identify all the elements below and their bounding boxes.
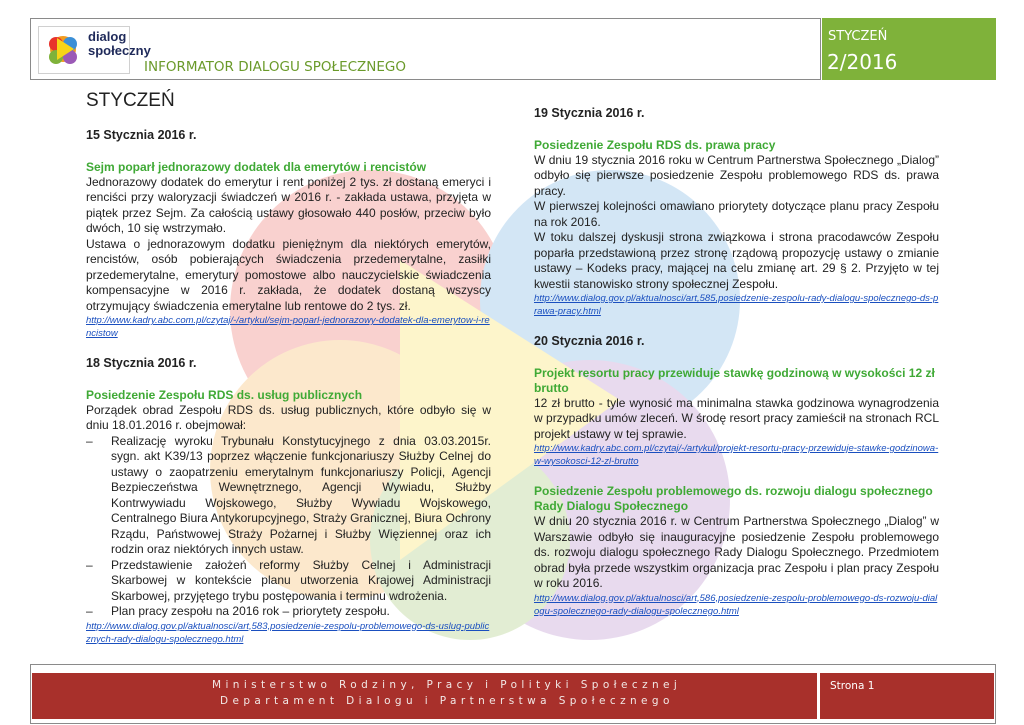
- section-paragraph: W toku dalszej dyskusji strona związkowa i strona pracodawców Zespołu poparła przedstawioną przez stronę rządową propozycję ustawy o zmianie ustawy – Kodeks pracy, mającej na celu zmianę art. 29 § 2. Przyjęto w tej kwestii stanowisko strony społecznej Zespołu.: [534, 230, 939, 291]
- logo-text-line1: dialog: [88, 29, 127, 44]
- section-subtitle: Sejm poparł jednorazowy dodatek dla emerytów i rencistów: [86, 159, 427, 174]
- section-subtitle: Posiedzenie Zespołu problemowego ds. rozwoju dialogu społecznego Rady Dialogu Społecznego: [534, 484, 933, 513]
- newsletter-title: INFORMATOR DIALOGU SPOŁECZNEGO: [144, 59, 406, 75]
- list-item: [86, 604, 491, 620]
- section-paragraph: Ustawa o jednorazowym dodatku pieniężnym dla niektórych emerytów, rencistów, osób pobierających świadczenia przedemerytalne, zasiłki przedemerytalne, emerytury pomostowe albo nauczycielskie świadczenia kompensacyjne w 2016 r. zakłada, że dodatek dostaną wszyscy otrzymujący świadczenia emerytalne lub rentowe do 2 tys. zł.: [86, 236, 491, 313]
- source-link[interactable]: http://www.dialog.gov.pl/aktualnosci/art,585,posiedzenie-zespolu-rady-dialogu-spolecznego-ds-prawa-pracy.html: [534, 293, 939, 317]
- footer-ministry-name: Ministerstwo Rodziny, Pracy i Polityki Społecznej: [212, 679, 682, 691]
- section-paragraph: W dniu 20 stycznia 2016 r. w Centrum Partnerstwa Społecznego „Dialog” w Warszawie odbyło się inauguracyjne posiedzenie Zespołu problemowego ds. rozwoju dialogu społecznego Rady Dialogu Społecznego. Przedmiotem obrad była przede wszystkim organizacja prac Zespołu i plan pracy Zespołu w roku 2016.: [534, 514, 939, 590]
- section-subtitle: Posiedzenie Zespołu RDS ds. usług publicznych: [86, 387, 363, 402]
- section-date: 19 Stycznia 2016 r.: [534, 106, 645, 120]
- right-column: [534, 106, 939, 618]
- list-item-text: Przedstawienie założeń reformy Służby Celnej i Administracji Skarbowej w kontekście planu utworzenia Krajowej Administracji Skarbowej, przyjętego trybu postępowania i terminu wdrożenia.: [111, 557, 491, 603]
- footer-department-name: Departament Dialogu i Partnerstwa Społecznego: [220, 695, 674, 707]
- list-item: [86, 434, 491, 558]
- section-paragraph: 12 zł brutto - tyle wynosić ma minimalna stawka godzinowa wynagrodzenia w przypadku umów zleceń. W środę resort pracy zamieścił na stronach RCL projekt ustawy w tej sprawie.: [534, 395, 939, 441]
- list-item-text: Realizację wyroku Trybunału Konstytucyjnego z dnia 03.03.2015r. sygn. akt K39/13 poprzez włączenie funkcjonariuszy Służby Celnej do ustawy o zaopatrzeniu emerytalnym funkcjonariuszy Policji, Agencji Bezpieczeństwa Wewnętrznego, Agencji Wywiadu, Służby Kontrwywiadu Wojskowego, Służby Wywiadu Wojskowego, Centralnego Biura Antykorupcyjnego, Straży Granicznej, Biura Ochrony Rządu, Państwowej Straży Pożarnej i Służby Więziennej oraz ich rodzin oraz niektórych innych ustaw.: [111, 433, 491, 556]
- section-subtitle: Projekt resortu pracy przewiduje stawkę godzinową w wysokości 12 zł brutto: [534, 365, 935, 395]
- list-item: [86, 558, 491, 605]
- section-subtitle: Posiedzenie Zespołu RDS ds. prawa pracy: [534, 137, 776, 152]
- page-number: Strona 1: [830, 680, 875, 692]
- section-paragraph: W pierwszej kolejności omawiano priorytety dotyczące planu pracy Zespołu na rok 2016.: [534, 199, 939, 229]
- list-item-text: Plan pracy zespołu na 2016 rok – priorytety zespołu.: [111, 604, 390, 618]
- page-heading: STYCZEŃ: [86, 90, 175, 111]
- section-paragraph: Porządek obrad Zespołu RDS ds. usług publicznych, które odbyło się w dniu 18.01.2016 r. obejmował:: [86, 402, 491, 432]
- bullet-dash: –: [86, 557, 93, 572]
- bullet-dash: –: [86, 433, 93, 448]
- bullet-dash: –: [86, 604, 93, 618]
- left-column: [86, 128, 491, 646]
- section-date: 20 Stycznia 2016 r.: [534, 334, 645, 348]
- section-paragraph: W dniu 19 stycznia 2016 roku w Centrum Partnerstwa Społecznego „Dialog” odbyło się pierwsze posiedzenie Zespołu problemowego RDS ds. prawa pracy.: [534, 152, 939, 198]
- source-link[interactable]: http://www.dialog.gov.pl/aktualnosci/art,586,posiedzenie-zespolu-problemowego-ds-rozwoju-dialogu-spolecznego-rady-dialogu-spolecznego.html: [534, 592, 938, 617]
- logo-text-line2: społeczny: [88, 43, 151, 58]
- section-paragraph: Jednorazowy dodatek do emerytur i rent poniżej 2 tys. zł dostaną emeryci i renciści przy waloryzacji świadczeń w 2016 r. - zakłada ustawa, przyjęta w piątek przez Sejm. Za całością ustawy głosowało 440 posłów, przeciw było dwóch, 10 się wstrzymało.: [86, 174, 491, 235]
- issue-number: 2/2016: [827, 50, 898, 74]
- section-date: 15 Stycznia 2016 r.: [86, 128, 197, 142]
- source-link[interactable]: http://www.dialog.gov.pl/aktualnosci/art,583,posiedzenie-zespolu-problemowego-ds-uslug-publicznych-rady-dialogu-spolecznego.html: [86, 620, 490, 645]
- source-link[interactable]: http://www.kadry.abc.com.pl/czytaj/-/artykul/sejm-poparl-jednorazowy-dodatek-dla-emerytow-i-rencistow: [86, 315, 490, 339]
- agenda-list: [86, 434, 491, 620]
- source-link[interactable]: http://www.kadry.abc.com.pl/czytaj/-/artykul/projekt-resortu-pracy-przewiduje-stawke-godzinowa-w-wysokosci-12-zl-brutto: [534, 443, 939, 467]
- logo-text: [88, 30, 151, 58]
- section-date: 18 Stycznia 2016 r.: [86, 356, 197, 370]
- issue-month: STYCZEŃ: [828, 29, 888, 44]
